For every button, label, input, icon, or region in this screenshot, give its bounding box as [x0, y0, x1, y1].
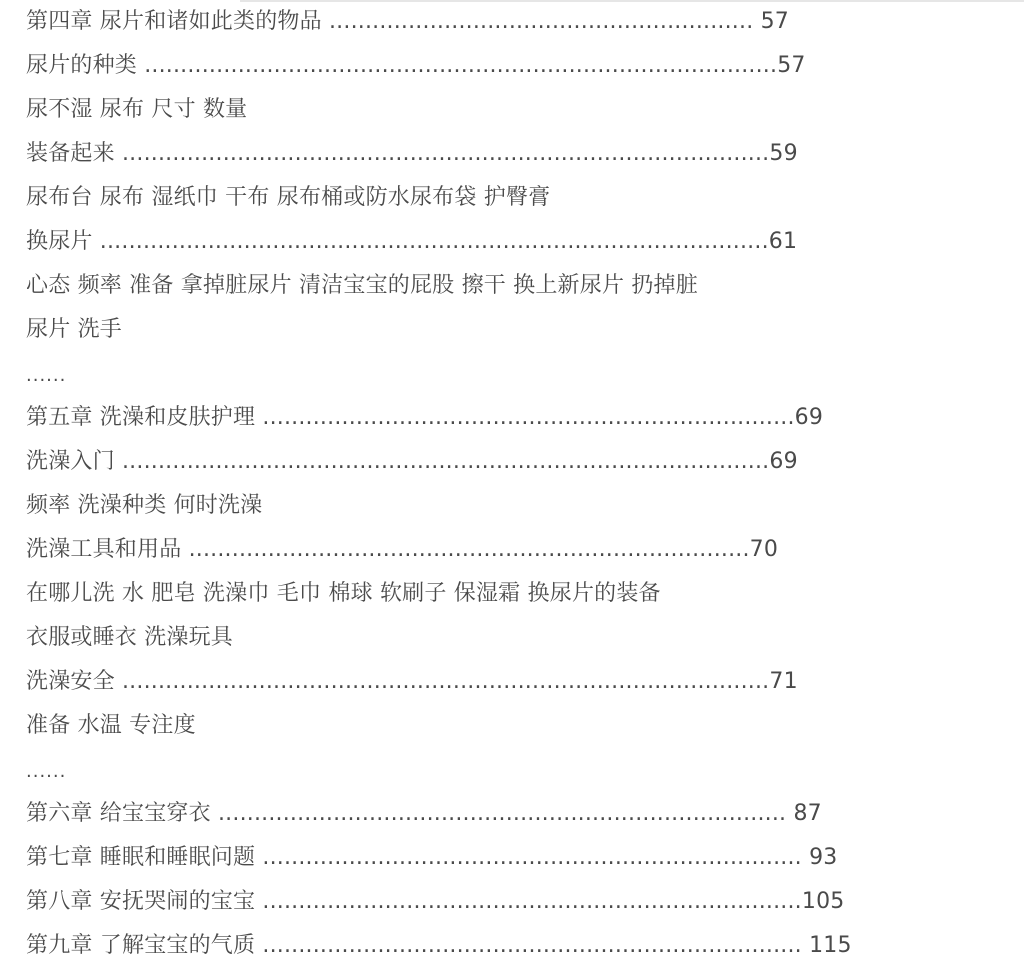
section-changing-diapers: 换尿片 .............................................................................................61	[26, 229, 798, 254]
chapter-6-heading: 第六章 给宝宝穿衣 ............................................................................... 87	[26, 801, 822, 826]
topic-line-bath-safety: 准备 水温 专注度	[26, 713, 196, 738]
chapter-9-heading: 第九章 了解宝宝的气质 ........................................................................... 115	[26, 933, 852, 958]
section-bath-safety: 洗澡安全 ..........................................................................................71	[26, 669, 798, 694]
section-bath-tools: 洗澡工具和用品 ..............................................................................70	[26, 537, 779, 562]
section-diaper-types: 尿片的种类 ........................................................................................57	[26, 53, 806, 78]
topic-line-changing-2: 尿片 洗手	[26, 317, 122, 342]
topic-line-bath-intro: 频率 洗澡种类 何时洗澡	[26, 493, 263, 518]
chapter-8-heading: 第八章 安抚哭闹的宝宝 ...........................................................................105	[26, 889, 845, 914]
topic-line-bath-tools-1: 在哪儿洗 水 肥皂 洗澡巾 毛巾 棉球 软刷子 保湿霜 换尿片的装备	[26, 581, 661, 606]
topic-line-equipment: 尿布台 尿布 湿纸巾 干布 尿布桶或防水尿布袋 护臀膏	[26, 185, 551, 210]
topic-line-bath-tools-2: 衣服或睡衣 洗澡玩具	[26, 625, 233, 650]
section-equipment: 装备起来 ..........................................................................................59	[26, 141, 798, 166]
ellipsis-2: ......	[26, 761, 67, 782]
topic-line-diaper-types: 尿不湿 尿布 尺寸 数量	[26, 97, 248, 122]
chapter-7-heading: 第七章 睡眠和睡眠问题 ........................................................................... 93	[26, 845, 838, 870]
ellipsis-1: ......	[26, 365, 67, 386]
chapter-4-heading: 第四章 尿片和诸如此类的物品 ........................................................... 57	[26, 9, 789, 34]
chapter-5-heading: 第五章 洗澡和皮肤护理 ..........................................................................69	[26, 405, 824, 430]
topic-line-changing-1: 心态 频率 准备 拿掉脏尿片 清洁宝宝的屁股 擦干 换上新尿片 扔掉脏	[26, 273, 698, 298]
section-bath-intro: 洗澡入门 ..........................................................................................69	[26, 449, 798, 474]
